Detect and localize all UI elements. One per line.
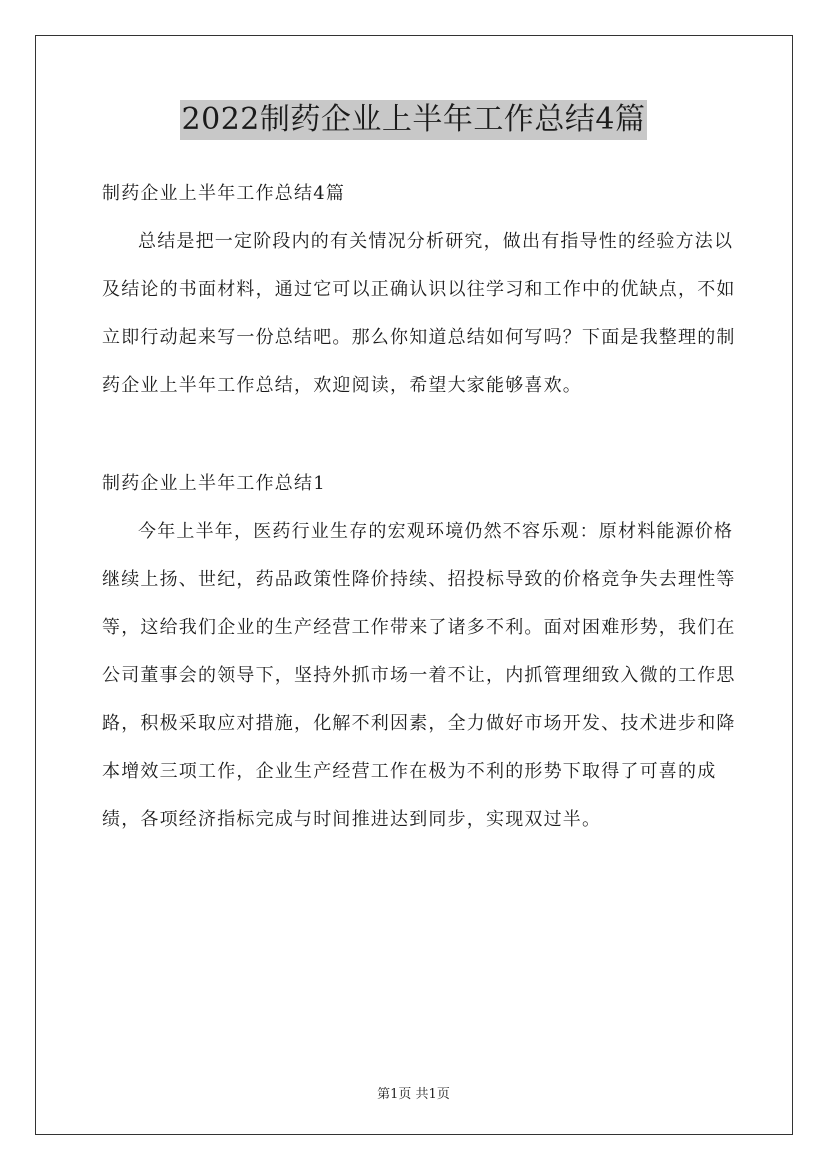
subtitle: 制药企业上半年工作总结4篇 xyxy=(102,183,346,204)
intro-paragraph: 总结是把一定阶段内的有关情况分析研究，做出有指导性的经验方法以及结论的书面材料，通过它可以正确认识以往学习和工作中的优缺点，不如立即行动起来写一份总结吧。那么你知道总结如何写吗？下面是我整理的制药企业上半年工作总结，欢迎阅读，希望大家能够喜欢。 xyxy=(102,231,736,396)
document-body xyxy=(102,170,742,844)
document-title: 2022制药企业上半年工作总结4篇 xyxy=(180,100,648,140)
title-container xyxy=(0,100,827,140)
section-paragraph: 今年上半年，医药行业生存的宏观环境仍然不容乐观：原材料能源价格继续上扬、世纪，药品政策性降价持续、招投标导致的价格竞争失去理性等等，这给我们企业的生产经营工作带来了诸多不利。面对困难形势，我们在公司董事会的领导下，坚持外抓市场一着不让，内抓管理细致入微的工作思路，积极采取应对措施，化解不利因素，全力做好市场开发、技术进步和降本增效三项工作，企业生产经营工作在极为不利的形势下取得了可喜的成绩，各项经济指标完成与时间推进达到同步，实现双过半。 xyxy=(102,521,736,830)
section-heading: 制药企业上半年工作总结1 xyxy=(102,473,326,494)
page-footer: 第1页 共1页 xyxy=(377,1087,450,1102)
section-gap xyxy=(102,410,742,460)
